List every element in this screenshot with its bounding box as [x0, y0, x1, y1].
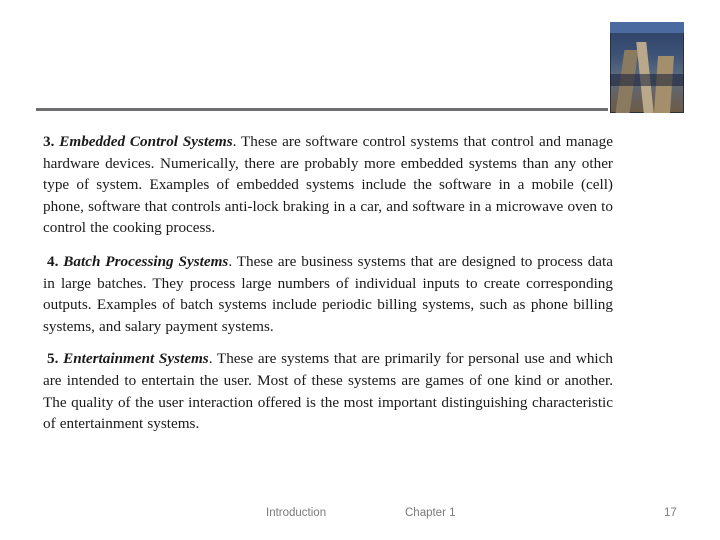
item-number: 4.	[47, 252, 59, 270]
item-heading: Entertainment Systems	[63, 350, 209, 368]
item-body: . These are software control systems that control and manage hardware devices. Numerically, there are probably more embedded systems than any other type of system. Examples of embedded systems include the software in a mobile (cell) phone, software that controls anti-lock braking in a car, and software in a microwave oven to control the cooking process.	[43, 133, 613, 237]
item-number: 3.	[43, 133, 55, 150]
item-body: . These are business systems that are designed to process data in large batches. They process large numbers of individual inputs to create corresponding outputs. Examples of batch systems include periodic billing systems, such as phone billing systems, and salary payment systems.	[43, 252, 613, 335]
footer-chapter-label: Chapter 1	[405, 507, 456, 519]
paragraph-batch-systems	[43, 251, 613, 337]
item-body: . These are systems that are primarily for personal use and which are intended to entertain the user. Most of these systems are games of one kind or another. The quality of the user interaction offered is the most important distinguishing characteristic of entertainment systems.	[43, 350, 613, 433]
footer-section-label: Introduction	[266, 507, 327, 519]
header-rule	[36, 108, 608, 111]
footer-page-number: 17	[664, 507, 677, 519]
item-number: 5.	[47, 350, 59, 368]
item-heading: Embedded Control Systems	[59, 133, 233, 150]
slide-content	[43, 131, 613, 435]
cover-title-band	[610, 74, 684, 86]
item-heading: Batch Processing Systems	[63, 252, 229, 270]
cover-top-strip	[610, 22, 684, 33]
book-cover-image	[610, 22, 684, 113]
paragraph-entertainment-systems	[43, 348, 613, 434]
paragraph-embedded-systems	[43, 131, 613, 239]
